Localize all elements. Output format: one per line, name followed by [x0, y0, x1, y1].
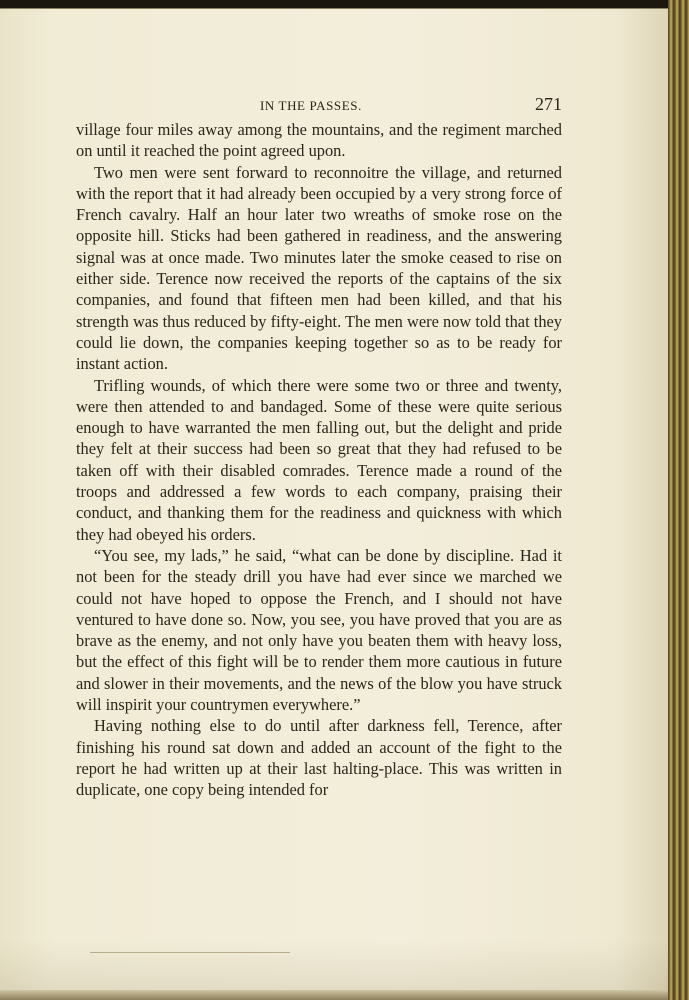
- page-bottom-rule: [90, 952, 290, 953]
- paragraph: Having nothing else to do until after darkness fell, Terence, after finishing his round sat down and added an account of the fight to the report he had written up at their last halting-place. This was written in duplicate, one copy being intended for: [76, 716, 562, 800]
- page-bottom-edge: [0, 990, 668, 1000]
- paragraph: “You see, my lads,” he said, “what can be done by discipline. Had it not been for the steady drill you have had ever since we marched we could not have hoped to oppose the French, and I should not have ventured to have done so. Now, you see, you have proved that you are as brave as the enemy, and not only have you beaten them with heavy loss, but the effect of this fight will be to render them more cautious in future and slower in their movements, and the news of the blow you have struck will inspirit your countrymen everywhere.”: [76, 545, 562, 715]
- running-title: IN THE PASSES.: [260, 98, 362, 113]
- page-header: [76, 89, 562, 119]
- paragraph: Trifling wounds, of which there were some two or three and twenty, were then attended to and bandaged. Some of these were quite serious enough to have warranted the men falling out, but the delight and pride they felt at their success had been so great that they had refused to be taken off with their disabled comrades. Terence made a round of the troops and addressed a few words to each company, praising their conduct, and thanking them for the readiness and quickness with which they had obeyed his orders.: [76, 375, 562, 544]
- paragraph: Two men were sent forward to reconnoitre the village, and returned with the report that it had already been occupied by a very strong force of French cavalry. Half an hour later two wreaths of smoke rose on the opposite hill. Sticks had been gathered in readiness, and the answering signal was at once made. Two minutes later the smoke ceased to rise on either side. Terence now received the reports of the captains of the six companies, and found that fifteen men had been killed, and that his strength was thus reduced by fifty-eight. The men were now told that they could lie down, the companies keeping together so as to be ready for instant action.: [76, 162, 562, 374]
- body-text: [76, 119, 562, 801]
- page-number: 271: [535, 94, 562, 114]
- paragraph: village four miles away among the mountains, and the regiment marched on until it reached the point agreed upon.: [76, 120, 562, 161]
- book-binding-edge: [668, 0, 689, 1000]
